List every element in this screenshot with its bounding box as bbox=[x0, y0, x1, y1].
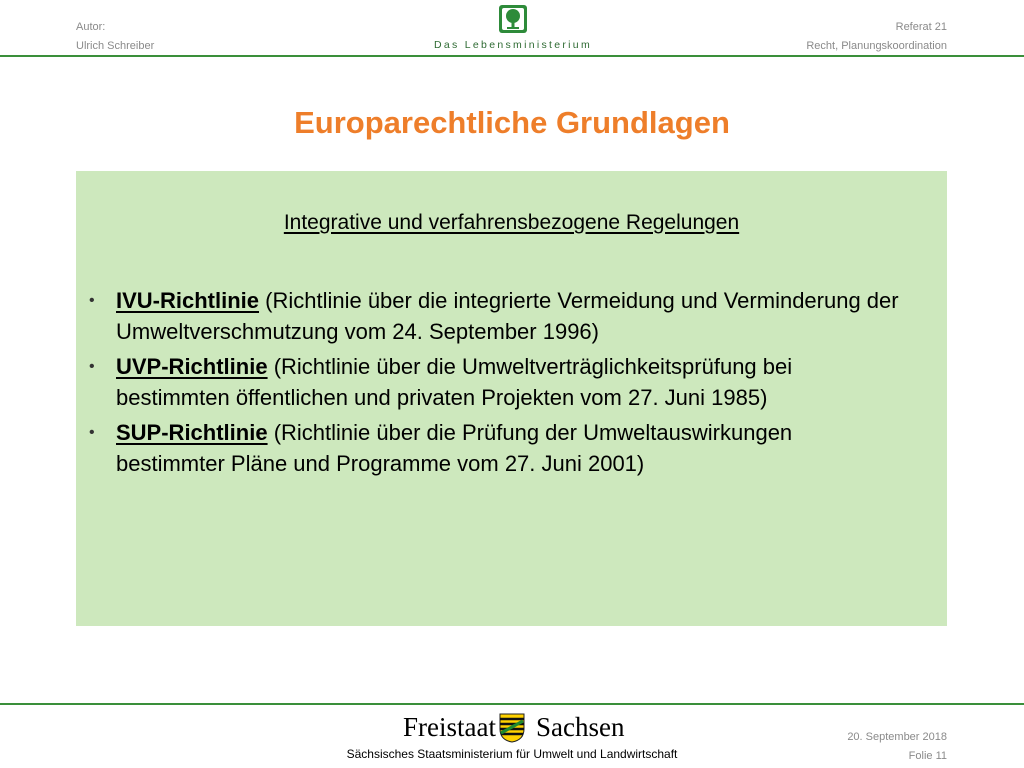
header-divider bbox=[0, 55, 1024, 57]
ministry-logo bbox=[432, 5, 594, 53]
brand-right-text: Sachsen bbox=[536, 712, 625, 742]
directive-description: (Richtlinie über die Umweltverträglichkeitsprüfung bei bestimmten öffentlichen und privaten Projekten vom 27. Juni 1985) bbox=[116, 354, 793, 410]
presentation-date: 20. September 2018 bbox=[847, 731, 947, 743]
author-block bbox=[76, 18, 154, 56]
bullet-icon: • bbox=[89, 292, 95, 309]
content-subtitle: Integrative und verfahrensbezogene Regelungen bbox=[283, 211, 740, 234]
directive-description: (Richtlinie über die Prüfung der Umweltauswirkungen bestimmter Pläne und Programme vom 27. Juni 2001) bbox=[116, 420, 793, 476]
department-block bbox=[806, 18, 947, 56]
list-item bbox=[76, 417, 947, 479]
slide-title: Europarechtliche Grundlagen bbox=[294, 105, 730, 140]
footer-divider bbox=[0, 703, 1024, 705]
slide-meta bbox=[847, 728, 947, 766]
list-item bbox=[76, 285, 947, 347]
content-panel bbox=[76, 171, 947, 626]
directive-list bbox=[76, 285, 947, 483]
ministry-name: Sächsisches Staatsministerium für Umwelt und Landwirtschaft bbox=[346, 747, 678, 761]
directive-term: UVP-Richtlinie bbox=[116, 354, 268, 379]
department-description: Recht, Planungskoordination bbox=[806, 40, 947, 52]
tree-leaf-icon bbox=[499, 5, 527, 33]
slide-number: Folie 11 bbox=[908, 750, 947, 762]
directive-description: (Richtlinie über die integrierte Vermeidung und Verminderung der Umweltverschmutzung vom 24. September 1996) bbox=[116, 288, 899, 344]
bullet-icon: • bbox=[89, 358, 95, 375]
directive-term: IVU-Richtlinie bbox=[116, 288, 260, 313]
author-label: Autor: bbox=[76, 21, 106, 33]
logo-text: Das Lebensministerium bbox=[433, 39, 592, 51]
bullet-icon: • bbox=[89, 424, 95, 441]
author-name: Ulrich Schreiber bbox=[76, 40, 155, 52]
department-name: Referat 21 bbox=[895, 21, 947, 33]
list-item bbox=[76, 351, 947, 413]
directive-term: SUP-Richtlinie bbox=[116, 420, 268, 445]
saxony-coat-of-arms-icon bbox=[499, 713, 525, 743]
brand-left-text: Freistaat bbox=[403, 712, 496, 742]
